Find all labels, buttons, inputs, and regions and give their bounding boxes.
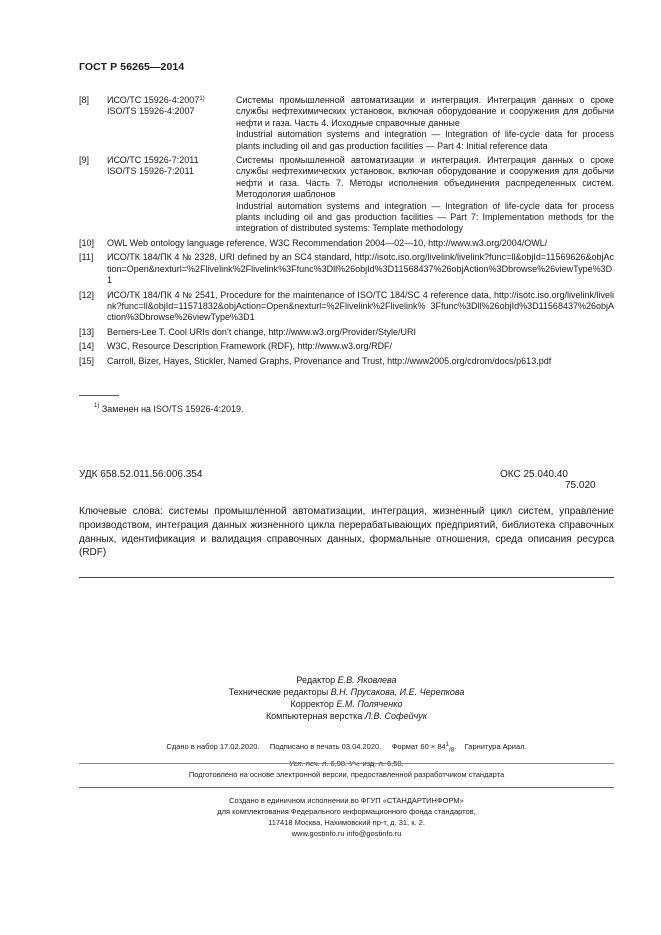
reference-number: [10] (79, 237, 95, 248)
publisher-divider (79, 787, 614, 788)
layout-row (79, 710, 614, 722)
page-header-title: ГОСТ Р 56265—2014 (79, 61, 185, 73)
tech-editors-row (79, 686, 614, 698)
reference-number: [13] (79, 326, 95, 337)
format-sup: 1 (445, 742, 450, 748)
reference-code-ru: ИСО/ТС 15926-4:2007 (107, 95, 200, 105)
reference-description-ru: Системы промышленной автоматизации и интеграция. Интеграция данных о сроке службы нефтехимических установок, включая оборудование и сооружения для добычи нефти и газа. Часть 7. Методы исполнения объединения распределенных систем. Методология шаблонов (236, 155, 614, 200)
reference-text: ИСО/ТК 184/ПК 4 № 2328, URI defined by an SC4 standard, http://isotc.iso.org/livelink/livelink?func=ll&objId=11569626&objAction=Open&nexturl=%2Flivelink%2Flivelink%3Ffunc%3Dll%26objId%3D11568437%26objAction%3Dbrowse%26viewType%3D1 (107, 252, 614, 286)
reference-description (236, 95, 614, 152)
reference-code (107, 95, 235, 118)
reference-description-en: Industrial automation systems and integration — Integration of life-cycle data for process plants including oil and gas production facilities — Part 4: Initial reference data (236, 129, 614, 151)
publisher-block (79, 795, 614, 839)
reference-code-ru: ИСО/ТС 15926-7:2011 (107, 155, 199, 166)
reference-text: Carroll, Bizer, Hayes, Stickler, Named Graphs, Provenance and Trust, http://www2005.org/cdrom/docs/p613.pdf (107, 355, 552, 366)
reference-description-en: Industrial automation systems and integration — Integration of life-cycle data for process plants including oil and gas production facilities — Part 7: Implementation methods for the integration of distributed systems: Template methodology (236, 200, 614, 234)
keywords-divider (79, 577, 614, 578)
format-sub: /8 (449, 746, 455, 754)
reference-text: Berners-Lee T. Cool URIs don’t change, http://www.w3.org/Provider/Style/URI (107, 326, 416, 337)
print-date: Подписано в печать 03.04.2020. (269, 742, 382, 751)
publication-data (79, 740, 614, 770)
reference-code-en: ISO/TS 15926-4:2007 (107, 106, 195, 117)
corrector-row (79, 698, 614, 710)
okc-code-line2: 75.020 (565, 480, 596, 491)
reference-number: [9] (79, 155, 90, 166)
reference-item (79, 290, 614, 324)
keywords-paragraph: Ключевые слова: системы промышленной автоматизации, интеграция, жизненный цикл систем, управление производством, интеграция данных жизненного цикла перерабатывающих предприятий, библиотека справочных данных, идентификация и валидация справочных данных, формальные отношения, среда описания ресурса (RDF) (79, 506, 614, 559)
prepared-note: Подготовлено на основе электронной версии, предоставленной разработчиком стандарта (188, 770, 505, 779)
reference-code (107, 155, 235, 178)
reference-item (79, 327, 614, 338)
publication-divider (79, 763, 614, 764)
typeset-date: Сдано в набор 17.02.2020. (166, 742, 260, 751)
reference-number: [14] (79, 341, 95, 352)
reference-description-ru: Системы промышленной автоматизации и интеграция. Интеграция данных о сроке службы нефтехимических установок, включая оборудование и сооружения для добычи нефти и газа. Часть 4. Исходные справочные данные (236, 95, 614, 128)
footnote (94, 404, 243, 414)
reference-text: W3C, Resource Description Framework (RDF), http://www.w3.org/RDF/ (107, 341, 393, 352)
reference-item (79, 95, 614, 152)
reference-code-en: ISO/TS 15926-7:2011 (107, 166, 194, 177)
reference-description (236, 155, 614, 235)
okc-code-line1: ОКС 25.040.40 (500, 469, 568, 480)
reference-number: [15] (79, 355, 95, 366)
footnote-mark: 1) (199, 96, 205, 102)
editor-label: Редактор (296, 675, 338, 685)
reference-item (79, 238, 614, 249)
corrector-name: Е.М. Поляченко (336, 699, 403, 709)
tech-editors-names: В.Н. Прусакова, И.Е. Черепкова (330, 687, 465, 697)
editor-row (79, 674, 614, 686)
credits-block (79, 674, 614, 722)
publisher-line2: для комплектования Федерального информационного фонда стандартов, (217, 807, 476, 816)
reference-number: [12] (79, 289, 95, 300)
publication-line1: Сдано в набор 17.02.2020. Подписано в печать 03.04.2020. Формат $60 \times 84^1_{/8}$. Гарнитура Ариал. (166, 742, 527, 754)
reference-text: OWL Web ontology language reference, W3C Recommendation 2004—02—10, http://www.w3.org/2004/OWL/ (107, 237, 548, 248)
format (391, 742, 455, 754)
publisher-address: 117418 Москва, Нахимовский пр-т, д. 31, к. 2. (268, 818, 425, 827)
footnote-text: Заменен на ISO/TS 15926-4:2019. (101, 404, 244, 414)
bibliography-list (79, 95, 614, 370)
reference-item (79, 252, 614, 286)
corrector-label: Корректор (290, 699, 337, 709)
layout-label: Компьютерная верстка (265, 711, 365, 721)
reference-item (79, 155, 614, 235)
reference-number: [11] (79, 252, 94, 263)
publication-line2: Усл. печ. л. 6,98. Уч.-изд. л. 6,50. (289, 758, 404, 768)
footnote-divider (79, 395, 119, 396)
layout-name: Л.В. Софейчук (364, 711, 428, 721)
reference-number: [8] (79, 95, 90, 105)
reference-text: ИСО/ТК 184/ПК 4 № 2541, Procedure for the maintenance of ISO/TC 184/SC 4 reference data, http://isotc.iso.org/livelink/livelink?func=ll&objId=11571832&objAction=Open&nexturl=%2Flivelink%2Flivelink% 3Ffunc%3Dll%26objId%3D11568437%26objAction%3Dbrowse%26viewType%3D1 (107, 289, 614, 323)
editor-name: Е.В. Яковлева (337, 675, 397, 685)
publisher-web: www.gostinfo.ru info@gostinfo.ru (291, 829, 402, 838)
publisher-line1: Создано в единичном исполнении во ФГУП «СТАНДАРТИНФОРМ» (229, 796, 464, 805)
reference-item (79, 356, 614, 367)
tech-editors-label: Технические редакторы (228, 687, 331, 697)
typeface: Гарнитура Ариал. (464, 742, 527, 751)
footnote-mark: 1) (94, 403, 100, 409)
okc-code (500, 469, 614, 491)
format-text: Формат 60 × 84 (391, 742, 446, 751)
reference-item (79, 341, 614, 352)
udc-code: УДК 658.52.011.56:006.354 (79, 469, 203, 480)
